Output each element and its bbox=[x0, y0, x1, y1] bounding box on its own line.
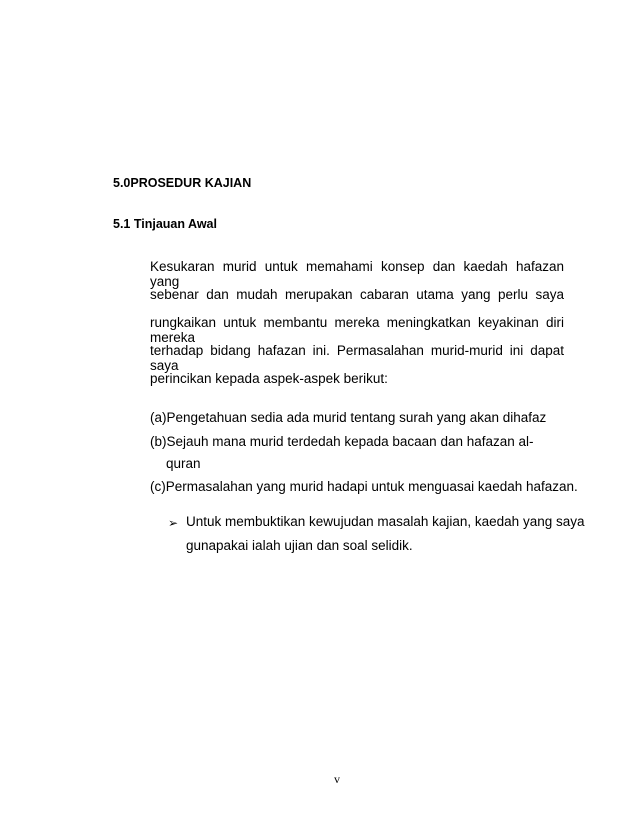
paragraph-line: rungkaikan untuk membantu mereka meningkatkan keyakinan diri mereka bbox=[150, 315, 564, 345]
bullet-line: gunapakai ialah ujian dan soal selidik. bbox=[186, 538, 413, 553]
paragraph-line: terhadap bidang hafazan ini. Permasalahan murid-murid ini dapat saya bbox=[150, 343, 564, 373]
page-number: v bbox=[334, 772, 340, 786]
list-item: (b)Sejauh mana murid terdedah kepada bacaan dan hafazan al- bbox=[150, 434, 534, 449]
subsection-heading: 5.1 Tinjauan Awal bbox=[113, 217, 217, 231]
paragraph-line: sebenar dan mudah merupakan cabaran utama yang perlu saya bbox=[150, 287, 564, 302]
list-item: (c)Permasalahan yang murid hadapi untuk menguasai kaedah hafazan. bbox=[150, 479, 578, 494]
list-item: (a)Pengetahuan sedia ada murid tentang surah yang akan dihafaz bbox=[150, 410, 547, 425]
arrow-bullet-icon: ➢ bbox=[168, 516, 179, 530]
section-heading: 5.0PROSEDUR KAJIAN bbox=[113, 176, 252, 190]
bullet-line: Untuk membuktikan kewujudan masalah kajian, kaedah yang saya bbox=[186, 514, 585, 529]
paragraph-line: Kesukaran murid untuk memahami konsep dan kaedah hafazan yang bbox=[150, 259, 564, 289]
list-item-continuation: quran bbox=[166, 456, 201, 471]
paragraph-line: perincikan kepada aspek-aspek berikut: bbox=[150, 371, 388, 386]
